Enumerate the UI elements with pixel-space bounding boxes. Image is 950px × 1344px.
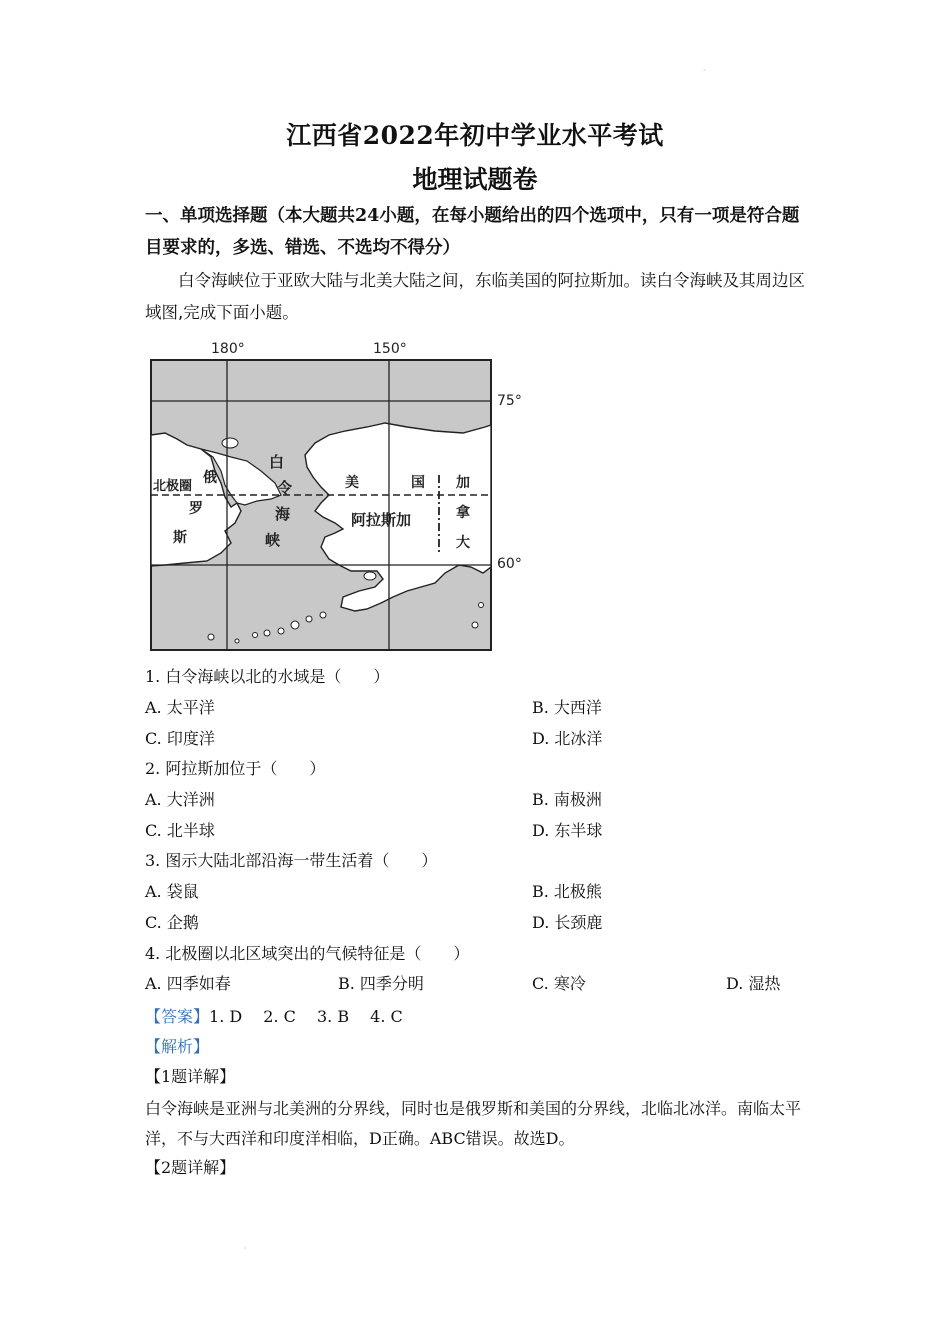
q1-option-a[interactable]: A. 太平洋 [145, 698, 215, 717]
alaska-label: 阿拉斯加 [351, 511, 412, 529]
bering-label-1: 白 [269, 453, 285, 471]
lon-label-180: 180° [211, 341, 245, 357]
q4-option-a[interactable]: A. 四季如春 [145, 974, 231, 993]
exam-subtitle: 地理试题卷 [412, 165, 538, 194]
analysis-label: 【解析】 [145, 1037, 210, 1056]
aleutian-island [208, 634, 214, 640]
q3-option-a[interactable]: A. 袋鼠 [145, 882, 199, 901]
canada-label-2: 拿 [456, 505, 470, 521]
q1-option-b[interactable]: B. 大西洋 [532, 698, 602, 717]
island [364, 572, 376, 580]
q4-option-b[interactable]: B. 四季分明 [338, 974, 424, 993]
usa-label-2: 国 [411, 475, 425, 491]
q1-option-d[interactable]: D. 北冰洋 [532, 729, 603, 748]
explanation-1-title: 【1题详解】 [145, 1067, 236, 1086]
explanation-2-title: 【2题详解】 [145, 1158, 236, 1177]
russia-label-2: 罗 [189, 501, 203, 517]
q2-option-a[interactable]: A. 大洋洲 [145, 790, 215, 809]
coast-island [472, 622, 478, 628]
question-3-stem: 3. 图示大陆北部沿海一带生活着（ ） [145, 851, 438, 870]
q3-option-d[interactable]: D. 长颈鹿 [532, 913, 603, 932]
aleutian-island [320, 612, 326, 618]
question-intro: 白令海峡位于亚欧大陆与北美大陆之间，东临美国的阿拉斯加。读白令海峡及其周边区域图,完成下面小题。 [145, 271, 805, 322]
russia-label-1: 俄 [203, 470, 217, 486]
bering-label-3: 海 [275, 505, 291, 523]
section-heading: 一、单项选择题（本大题共24小题，在每小题给出的四个选项中，只有一项是符合题目要求的，多选、错选、不选均不得分） [145, 206, 800, 258]
answer-values: 1. D 2. C 3. B 4. C [209, 1007, 403, 1026]
scan-dot: · [703, 66, 706, 75]
russia-label-3: 斯 [173, 530, 187, 546]
q1-option-c[interactable]: C. 印度洋 [145, 729, 215, 748]
aleutian-island [264, 630, 270, 636]
lat-label-75: 75° [497, 393, 522, 409]
q2-option-c[interactable]: C. 北半球 [145, 821, 215, 840]
q4-option-d[interactable]: D. 湿热 [726, 974, 781, 993]
answer-line [145, 1004, 403, 1027]
arctic-circle-label: 北极圈 [153, 479, 193, 494]
scan-dot: · [244, 1244, 247, 1253]
aleutian-island [306, 616, 312, 622]
aleutian-island [235, 639, 239, 643]
explanation-1-text: 白令海峡是亚洲与北美洲的分界线，同时也是俄罗斯和美国的分界线，北临北冰洋。南临太平洋，不与大西洋和印度洋相临，D正确。ABC错误。故选D。 [145, 1099, 802, 1148]
lon-label-150: 150° [373, 341, 407, 357]
usa-label-1: 美 [345, 475, 359, 491]
canada-label-3: 大 [456, 535, 470, 551]
bering-strait-map [145, 335, 545, 655]
aleutian-island [253, 633, 258, 638]
lat-label-60: 60° [497, 556, 522, 572]
bering-label-2: 令 [277, 479, 293, 497]
question-4-stem: 4. 北极圈以北区域突出的气候特征是（ ） [145, 944, 470, 963]
answer-label: 【答案】 [145, 1007, 210, 1026]
island [222, 438, 238, 448]
q3-option-b[interactable]: B. 北极熊 [532, 882, 602, 901]
q2-option-b[interactable]: B. 南极洲 [532, 790, 602, 809]
coast-island [479, 603, 484, 608]
aleutian-island [278, 628, 284, 634]
aleutian-island [291, 621, 299, 629]
canada-label-1: 加 [456, 475, 470, 491]
q3-option-c[interactable]: C. 企鹅 [145, 913, 199, 932]
q2-option-d[interactable]: D. 东半球 [532, 821, 603, 840]
question-2-stem: 2. 阿拉斯加位于（ ） [145, 759, 326, 778]
q4-option-c[interactable]: C. 寒冷 [532, 974, 586, 993]
question-1-stem: 1. 白令海峡以北的水域是（ ） [145, 667, 390, 686]
exam-title: 江西省2022年初中学业水平考试 [286, 121, 664, 150]
bering-label-4: 峡 [265, 531, 281, 549]
